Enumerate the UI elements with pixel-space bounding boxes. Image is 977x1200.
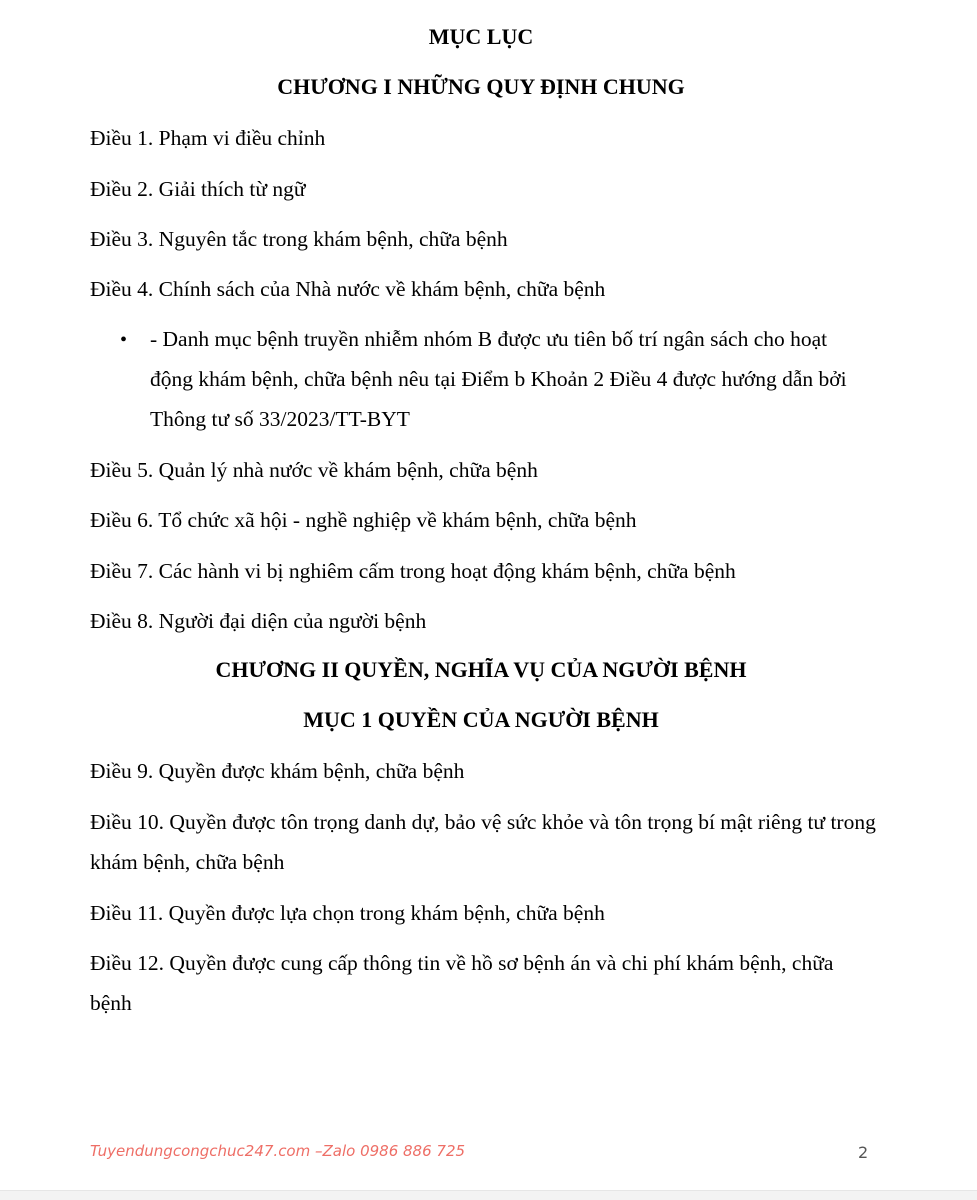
article-5: Điều 5. Quản lý nhà nước về khám bệnh, chữa bệnh xyxy=(90,458,538,482)
article-8: Điều 8. Người đại diện của người bệnh xyxy=(90,609,427,633)
chapter-2-title: CHƯƠNG II QUYỀN, NGHĨA VỤ CỦA NGƯỜI BỆNH xyxy=(215,657,747,682)
chapter-1-title: CHƯƠNG I NHỮNG QUY ĐỊNH CHUNG xyxy=(277,74,685,99)
bullet-icon: • xyxy=(120,329,128,351)
article-10: Điều 10. Quyền được tôn trọng danh dự, bảo vệ sức khỏe và tôn trọng bí mật riêng tư trong khám bệnh, chữa bệnh xyxy=(90,810,876,874)
toc-title: MỤC LỤC xyxy=(428,24,534,49)
article-4-note: - Danh mục bệnh truyền nhiễm nhóm B được ưu tiên bố trí ngân sách cho hoạt động khám bệnh, chữa bệnh nêu tại Điểm b Khoản 2 Điều 4 được hướng dẫn bởi Thông tư số 33/2023/TT-BYT xyxy=(150,327,847,431)
article-2: Điều 2. Giải thích từ ngữ xyxy=(90,177,306,201)
article-11: Điều 11. Quyền được lựa chọn trong khám bệnh, chữa bệnh xyxy=(90,901,605,925)
article-6: Điều 6. Tổ chức xã hội - nghề nghiệp về khám bệnh, chữa bệnh xyxy=(90,508,637,532)
article-7: Điều 7. Các hành vi bị nghiêm cấm trong hoạt động khám bệnh, chữa bệnh xyxy=(90,559,736,583)
article-4: Điều 4. Chính sách của Nhà nước về khám bệnh, chữa bệnh xyxy=(90,277,606,301)
article-12: Điều 12. Quyền được cung cấp thông tin về hồ sơ bệnh án và chi phí khám bệnh, chữa bệnh xyxy=(90,951,834,1015)
article-9: Điều 9. Quyền được khám bệnh, chữa bệnh xyxy=(90,759,465,783)
article-3: Điều 3. Nguyên tắc trong khám bệnh, chữa bệnh xyxy=(90,227,508,251)
section-1-title: MỤC 1 QUYỀN CỦA NGƯỜI BỆNH xyxy=(303,707,659,732)
page-number: 2 xyxy=(858,1143,869,1162)
footer-source: Tuyendungcongchuc247.com –Zalo 0986 886 725 xyxy=(90,1142,466,1160)
article-1: Điều 1. Phạm vi điều chỉnh xyxy=(90,126,326,150)
